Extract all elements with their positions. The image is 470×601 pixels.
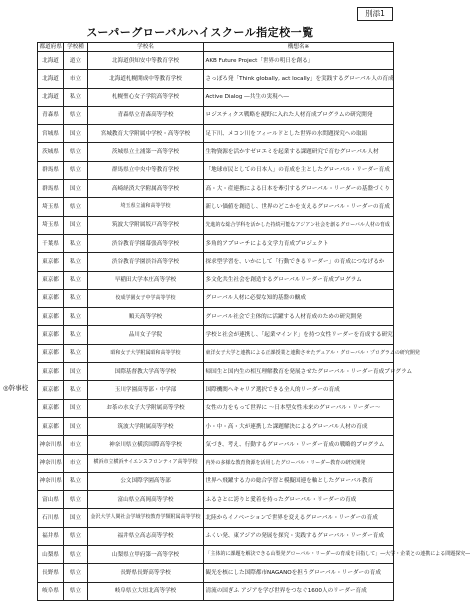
school-name-cell: 横浜市立横浜サイエンスフロンティア高等学校 (88, 454, 204, 472)
school-name-cell: 福井県立高志高等学校 (88, 527, 204, 545)
prefecture-cell: 東京都 (38, 363, 64, 381)
school-name-cell: 北海道札幌開成中等教育学校 (88, 70, 204, 88)
prefecture-cell: 東京都 (38, 417, 64, 435)
header-school-type: 学校種 (64, 43, 88, 52)
prefecture-cell: 宮城県 (38, 125, 64, 143)
table-row (38, 381, 394, 399)
prefecture-cell: 岐阜県 (38, 582, 64, 600)
concept-cell: 小・中・高・大が連携した課題解決によるグローバル人材の育成 (204, 417, 394, 435)
table-header-row (38, 43, 394, 52)
concept-cell: 多角的アプローチによる文学力育成プロジェクト (204, 234, 394, 252)
school-type-cell: 国立 (64, 125, 88, 143)
header-prefecture: 都道府県 (39, 43, 62, 50)
school-name-cell: 宮城教育大学附属中学校・高等学校 (88, 125, 204, 143)
concept-cell: 生物資源を活かすゼロエミを起業する課題研究で育むグローバル人材 (204, 143, 394, 161)
concept-cell: 帰国生と国内生の相互理解教育を発展させたグローバル・リーダー育成プログラム (204, 363, 394, 381)
table-row (38, 308, 394, 326)
concept-cell: ロジスティクス戦略を視野に入れた人材育成プログラムの研究開発 (204, 106, 394, 124)
table-row (38, 271, 394, 289)
concept-cell: 「地球市民としての日本人」の育成を主としたグローバル・リーダー育成 (204, 161, 394, 179)
table-row (38, 509, 394, 527)
concept-cell: 国際機関へキャリア選択できる全人的リーダーの育成 (204, 381, 394, 399)
school-type-cell: 道立 (64, 52, 88, 70)
concept-cell: ふるさとに誇りと愛着を持ったグローバル・リーダーの育成 (204, 491, 394, 509)
school-type-cell: 市立 (64, 454, 88, 472)
concept-cell: 東洋女子大学と連携による正課授業と連動させたデュアル・グローバル・プログラムの研究開発 (204, 344, 394, 362)
school-name-cell: お茶の水女子大学附属高等学校 (88, 399, 204, 417)
concept-cell: グローバル社会で主体的に活躍する人材育成のための研究開発 (204, 308, 394, 326)
school-type-cell: 私立 (64, 289, 88, 307)
concept-cell: 探求型学習を、いかにして「行動できるリーダー」の育成につなげるか (204, 253, 394, 271)
school-name-cell: 渋谷教育学園渋谷高等学校 (88, 253, 204, 271)
table-row (38, 417, 394, 435)
prefecture-cell: 東京都 (38, 271, 64, 289)
school-name-cell: 埼玉県立浦和高等学校 (88, 198, 204, 216)
prefecture-cell: 富山県 (38, 491, 64, 509)
table-row (38, 106, 394, 124)
school-name-cell: 高崎経済大学附属高等学校 (88, 180, 204, 198)
concept-cell: 新しい価値を創造し、世界のどこかを支えるグローバル・リーダーの育成 (204, 198, 394, 216)
table-row (38, 52, 394, 70)
school-type-cell: 私立 (64, 381, 88, 399)
prefecture-cell: 群馬県 (38, 161, 64, 179)
concept-cell: 「主体的に課題を解決できる山梨発グローバル・リーダーの育成を目指して」―大学・企業との連携による問題探究― (204, 546, 394, 564)
prefecture-cell: 東京都 (38, 253, 64, 271)
concept-cell: 学校と社会が連携し、「起業マインド」を持つ女性リーダーを育成する研究 (204, 326, 394, 344)
prefecture-cell: 長野県 (38, 564, 64, 582)
school-name-cell: 山梨県立甲府第一高等学校 (88, 546, 204, 564)
prefecture-cell: 東京都 (38, 344, 64, 362)
table-row (38, 363, 394, 381)
prefecture-cell: 神奈川県 (38, 454, 64, 472)
school-type-cell: 国立 (64, 363, 88, 381)
table-row (38, 582, 394, 600)
school-name-cell: 国際基督教大学高等学校 (88, 363, 204, 381)
school-type-cell: 県立 (64, 143, 88, 161)
prefecture-cell: 北海道 (38, 70, 64, 88)
school-type-cell: 私立 (64, 344, 88, 362)
school-type-cell: 私立 (64, 271, 88, 289)
school-type-cell: 県立 (64, 582, 88, 600)
header-concept: 構想名※ (204, 43, 394, 52)
table-row (38, 454, 394, 472)
school-type-cell: 県立 (64, 106, 88, 124)
table-row (38, 546, 394, 564)
school-type-cell: 私立 (64, 472, 88, 490)
school-type-cell: 私立 (64, 308, 88, 326)
prefecture-cell: 石川県 (38, 509, 64, 527)
school-name-cell: 青森県立青森高等学校 (88, 106, 204, 124)
school-name-cell: 玉川学園高等部・中学部 (88, 381, 204, 399)
table-row (38, 326, 394, 344)
school-type-cell: 国立 (64, 180, 88, 198)
table-row (38, 436, 394, 454)
prefecture-cell: 東京都 (38, 381, 64, 399)
concept-cell: 多文化共生社会を創造するグローバルリーダー育成プログラム (204, 271, 394, 289)
table-body (38, 52, 470, 601)
school-name-cell: 公文国際学園高等部 (88, 472, 204, 490)
school-name-cell: 早稲田大学本庄高等学校 (88, 271, 204, 289)
school-type-cell: 市立 (64, 70, 88, 88)
school-name-cell: 富山県立高岡高等学校 (88, 491, 204, 509)
table-row (38, 125, 394, 143)
school-name-cell: 昭和女子大学附属昭和高等学校 (88, 344, 204, 362)
table-row (38, 180, 394, 198)
prefecture-cell: 神奈川県 (38, 436, 64, 454)
school-name-cell: 筑波大学附属坂戸高等学校 (88, 216, 204, 234)
school-name-cell: 筑波大学附属高等学校 (88, 417, 204, 435)
school-type-cell: 県立 (64, 198, 88, 216)
school-type-cell: 市立 (64, 436, 88, 454)
school-name-cell: 順天高等学校 (88, 308, 204, 326)
school-name-cell: 佼成学園女子中学高等学校 (88, 289, 204, 307)
school-name-cell: 品川女子学院 (88, 326, 204, 344)
header-school-name: 学校名 (88, 43, 204, 52)
table-row (38, 527, 394, 545)
school-name-cell: 北海道倶知安中等教育学校 (88, 52, 204, 70)
concept-cell: 先進的な総合学科を活かした持続可能なアジアン社会を創るグローバル人材の育成 (204, 216, 394, 234)
school-type-cell: 県立 (64, 491, 88, 509)
concept-cell: 清流の国ぎふ アジアを学び世界をつなぐ1600人のリーダー育成 (204, 582, 394, 600)
prefecture-cell: 福井県 (38, 527, 64, 545)
prefecture-cell: 北海道 (38, 52, 64, 70)
school-type-cell: 県立 (64, 161, 88, 179)
concept-cell: グローバル人材に必要な知的基盤の醸成 (204, 289, 394, 307)
school-type-cell: 国立 (64, 509, 88, 527)
school-name-cell: 渋谷教育学園幕張高等学校 (88, 234, 204, 252)
school-name-cell: 群馬県立中央中等教育学校 (88, 161, 204, 179)
concept-cell: ふくい発、東アジアの発展を探究・実践するグローバル・リーダー育成 (204, 527, 394, 545)
prefecture-cell: 東京都 (38, 308, 64, 326)
school-type-cell: 私立 (64, 326, 88, 344)
concept-cell: AKB Future Project「世界の明日を創る」 (204, 52, 394, 70)
page-title: スーパーグローバルハイスクール指定校一覧 (86, 26, 314, 39)
concept-cell: 気づき、考え、行動するグローバル・リーダー育成の戦略的プログラム (204, 436, 394, 454)
concept-cell: 女性の力をもって世界に ～日本型女性未来のグローバル・リーダー～ (204, 399, 394, 417)
school-name-cell: 茨城県立土浦第一高等学校 (88, 143, 204, 161)
concept-cell: 北陸からイノベーションで世界を変えるグローバル・リーダーの育成 (204, 509, 394, 527)
prefecture-cell: 群馬県 (38, 180, 64, 198)
table-row (38, 399, 394, 417)
school-type-cell: 県立 (64, 546, 88, 564)
prefecture-cell: 東京都 (38, 326, 64, 344)
table-row (38, 472, 394, 490)
school-type-cell: 国立 (64, 417, 88, 435)
concept-cell: 世界へ飛躍する力の総合学習と模擬国連を軸としたグローバル教育 (204, 472, 394, 490)
school-type-cell: 国立 (64, 399, 88, 417)
prefecture-cell: 東京都 (38, 289, 64, 307)
school-type-cell: 県立 (64, 527, 88, 545)
concept-cell: 内外の多様な教育資源を活用したグローバル・リーダー教育の研究開発 (204, 454, 394, 472)
prefecture-cell: 茨城県 (38, 143, 64, 161)
table-row (38, 253, 394, 271)
prefecture-cell: 北海道 (38, 88, 64, 106)
lead-school-note: ◎幹事校 (3, 384, 29, 392)
prefecture-cell: 山梨県 (38, 546, 64, 564)
concept-cell: Active Dialog ―共生の実現へ― (204, 88, 394, 106)
school-type-cell: 私立 (64, 234, 88, 252)
school-type-cell: 県立 (64, 564, 88, 582)
school-type-cell: 私立 (64, 88, 88, 106)
table-row (38, 289, 394, 307)
school-name-cell: 岐阜県立大垣北高等学校 (88, 582, 204, 600)
concept-cell: 高・大・産連携による日本を牽引するグローバル・リーダーの基盤づくり (204, 180, 394, 198)
prefecture-cell: 埼玉県 (38, 216, 64, 234)
prefecture-cell: 青森県 (38, 106, 64, 124)
prefecture-cell: 神奈川県 (38, 472, 64, 490)
school-name-cell: 長野県長野高等学校 (88, 564, 204, 582)
school-type-cell: 私立 (64, 253, 88, 271)
designated-school-table (37, 42, 470, 601)
table-row (38, 344, 394, 362)
attachment-label: 別添1 (357, 7, 393, 21)
table-row (38, 161, 394, 179)
table-row (38, 143, 394, 161)
school-name-cell: 金沢大学人間社会学域学校教育学類附属高等学校 (88, 509, 204, 527)
table-row (38, 70, 394, 88)
concept-cell: さっぽろ発「Think globally, act locally」を実践するグローバル人の育成 (204, 70, 394, 88)
concept-cell: 足下川、メコン川をフィールドとした世界の水問題探究への取組 (204, 125, 394, 143)
table-row (38, 88, 394, 106)
table-row (38, 491, 394, 509)
prefecture-cell: 千葉県 (38, 234, 64, 252)
prefecture-cell: 埼玉県 (38, 198, 64, 216)
school-name-cell: 神奈川県立横浜国際高等学校 (88, 436, 204, 454)
table-row (38, 564, 394, 582)
table-row (38, 198, 394, 216)
prefecture-cell: 東京都 (38, 399, 64, 417)
school-name-cell: 札幌聖心女子学院高等学校 (88, 88, 204, 106)
school-type-cell: 国立 (64, 216, 88, 234)
table-row (38, 216, 394, 234)
table-row (38, 234, 394, 252)
concept-cell: 観光を核にした国際都市NAGANOを担うグローバル・リーダーの育成 (204, 564, 394, 582)
